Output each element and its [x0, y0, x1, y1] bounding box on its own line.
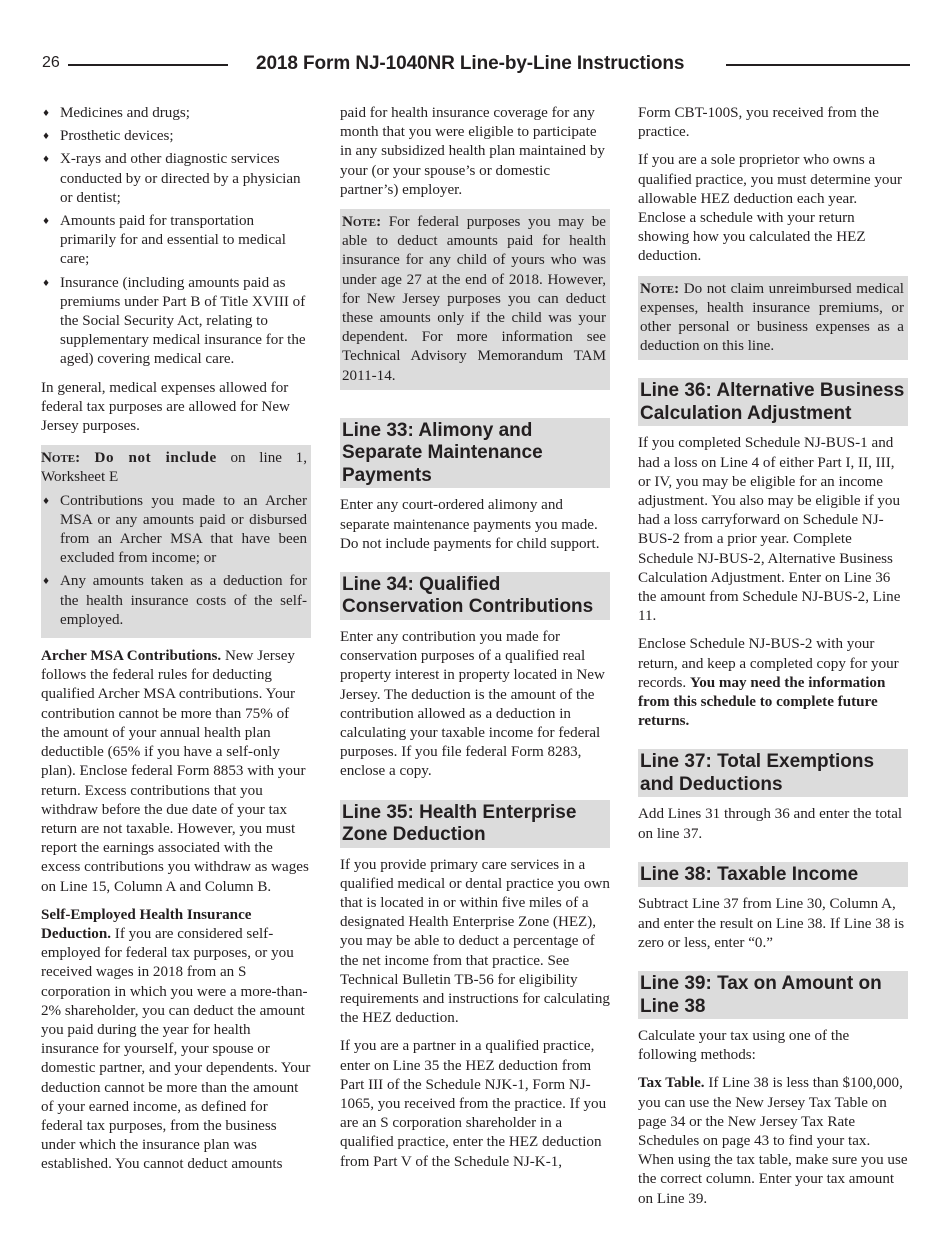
heading-line-38: Line 38: Taxable Income [638, 862, 908, 888]
header-rule-right [726, 64, 910, 66]
list-item: ♦ Contributions you made to an Archer MSA or any amounts paid or disbursed from an Archer MSA that have been excluded from income; or [41, 492, 307, 569]
heading-line-39: Line 39: Tax on Amount on Line 38 [638, 971, 908, 1019]
page-title: 2018 Form NJ-1040NR Line-by-Line Instructions [256, 53, 685, 74]
note-paragraph [342, 213, 606, 386]
paragraph-line-38: Subtract Line 37 from Line 30, Column A, and enter the result on Line 38. If Line 38 is zero or less, enter “0.” [638, 896, 905, 951]
paragraph-line-36-a: If you completed Schedule NJ-BUS-1 and had a loss on Line 4 of either Part I, II, III, or IV, you may be eligible for an income adjustment. You also may be eligible if you had a loss carryforward on Schedule NJ-BUS-2 from a prior year. Complete Schedule NJ-BUS-2, Alternative Business Calculation Adjustment. Enter on Line 36 the amount from Schedule NJ-BUS-2, Line 11. [638, 435, 901, 625]
note-label: Note: [640, 280, 680, 297]
heading-line-36: Line 36: Alternative Business Calculation Adjustment [638, 378, 908, 426]
self-employed-text: If you are considered self-employed for federal tax purposes, or you received wages in 2018 from an S corporation in which you were a more-than-2% shareholder, you can deduct the amount you paid during the year for health insurance for yourself, your spouse or domestic partner, and your dependents. Your deduction cannot be more than the amount of your earned income, as defined for federal tax purposes, from the business under which the insurance plan was established. You cannot deduct amounts [41, 925, 311, 1173]
note-text: Do not claim unreimbursed medical expenses, health insurance premiums, or other personal or business expenses as a deduction on this line. [640, 280, 904, 355]
header-rule-left [68, 64, 228, 66]
page-number: 26 [42, 54, 60, 71]
note-lead: Do not include [80, 450, 217, 467]
paragraph-line-36-b [638, 635, 908, 731]
paragraph-line-35-a: If you provide primary care services in a qualified medical or dental practice you own that is located in or within five miles of a designated Health Enterprise Zone (HEZ), you may be able to deduct a percentage of the net income from that practice. See Technical Bulletin TB-56 for eligibility requirements and instructions for calculating the HEZ deduction. [340, 856, 610, 1027]
note-text: on line 1, Worksheet E [41, 450, 307, 486]
note-paragraph [640, 280, 904, 357]
list-item: ♦ Amounts paid for transportation primarily for and essential to medical care; [41, 212, 311, 270]
paragraph-continued: Form CBT-100S, you received from the practice. [638, 105, 879, 141]
note-bullet-list [41, 492, 307, 630]
paragraph-tax-table [638, 1074, 908, 1208]
self-employed-title: Self-Employed Health Insurance Deduction. [41, 906, 252, 942]
column-right [638, 104, 908, 1218]
tax-table-title: Tax Table. [638, 1075, 705, 1092]
paragraph-continued: paid for health insurance coverage for any month that you were eligible to participate in any subsidized health plan maintained by your (or your spouse’s or domestic partner’s) employer. [340, 105, 605, 198]
paragraph-line-34: Enter any contribution you made for conservation purposes of a qualified real property interest in property located in New Jersey. The deduction is the amount of the contribution allowed as a deduction in calculating your taxable income for federal purposes. If you file federal Form 8283, enclose a copy. [340, 628, 605, 780]
list-item: ♦ Insurance (including amounts paid as premiums under Part B of Title XVIII of the Social Security Act, relating to supplementary medical insurance for the aged) covering medical care. [41, 274, 311, 370]
paragraph-self-employed [41, 906, 311, 1175]
paragraph-general: In general, medical expenses allowed for federal tax purposes are allowed for New Jersey purposes. [41, 379, 290, 435]
note-text: For federal purposes you may be able to deduct amounts paid for health insurance for any child of yours who was under age 27 at the end of 2018. However, for New Jersey purposes you can deduct these amounts only if the child was your dependent. For more information see Technical Advisory Memorandum TAM 2011-14. [342, 214, 606, 384]
list-item: ♦ Any amounts taken as a deduction for the health insurance costs of the self-employed. [41, 572, 307, 630]
heading-line-37: Line 37: Total Exemptions and Deductions [638, 749, 908, 797]
list-item: ♦ Prosthetic devices; [41, 127, 311, 146]
note-label: Note: [342, 214, 382, 231]
note-box-worksheet-e [41, 445, 311, 638]
medical-expense-list [41, 104, 311, 370]
note-box-federal [340, 209, 610, 390]
line-36-bold-text: You may need the information from this schedule to complete future returns. [638, 674, 886, 730]
archer-msa-title: Archer MSA Contributions. [41, 648, 222, 665]
heading-line-34: Line 34: Qualified Conservation Contributions [340, 572, 610, 620]
list-item: ♦ Medicines and drugs; [41, 104, 311, 123]
column-middle [340, 104, 610, 1181]
line-36-text: Enclose Schedule NJ-BUS-2 with your return, and keep a completed copy for your records. [638, 636, 899, 691]
archer-msa-text: New Jersey follows the federal rules for deducting qualified Archer MSA contributions. Your contribution cannot be more than 75% of the amount of your annual health plan deductible (65% if you have a self-only plan). Enclose federal Form 8853 with your return. Excess contributions that you withdraw before the due date of your tax return are not taxable. However, you must report the earnings associated with the excess contributions you withdraw as wages on Line 15, Column A and Column B. [41, 648, 309, 895]
paragraph-line-37: Add Lines 31 through 36 and enter the total on line 37. [638, 806, 903, 842]
paragraph-line-39-intro: Calculate your tax using one of the following methods: [638, 1028, 850, 1064]
paragraph-line-35-b: If you are a partner in a qualified practice, enter on Line 35 the HEZ deduction from Part III of the Schedule NJK-1, Form NJ-1065, you received from the practice. If you are an S corporation shareholder in a qualified practice, enter the HEZ deduction from Part V of the Schedule NJ-K-1, [340, 1038, 607, 1170]
note-paragraph [41, 449, 307, 487]
list-item: ♦ X-rays and other diagnostic services conducted by or directed by a physician or dentist; [41, 150, 311, 208]
paragraph-line-33: Enter any court-ordered alimony and separate maintenance payments you made. Do not include payments for child support. [340, 497, 600, 552]
tax-table-text: If Line 38 is less than $100,000, you can use the New Jersey Tax Table on page 34 or the New Jersey Tax Rate Schedules on page 43 to find your tax. When using the tax table, make sure you use the correct column. Enter your tax amount on Line 39. [638, 1075, 908, 1207]
column-left [41, 104, 311, 1184]
heading-line-33: Line 33: Alimony and Separate Maintenance Payments [340, 418, 610, 489]
page-header [42, 53, 910, 79]
note-label: Note: [41, 450, 81, 467]
heading-line-35: Line 35: Health Enterprise Zone Deduction [340, 800, 610, 848]
paragraph-archer-msa [41, 647, 311, 897]
note-box-hez [638, 276, 908, 361]
paragraph-sole-proprietor: If you are a sole proprietor who owns a qualified practice, you must determine your allowable HEZ deduction each year. Enclose a schedule with your return showing how you calculated the HEZ deduction. [638, 152, 903, 265]
